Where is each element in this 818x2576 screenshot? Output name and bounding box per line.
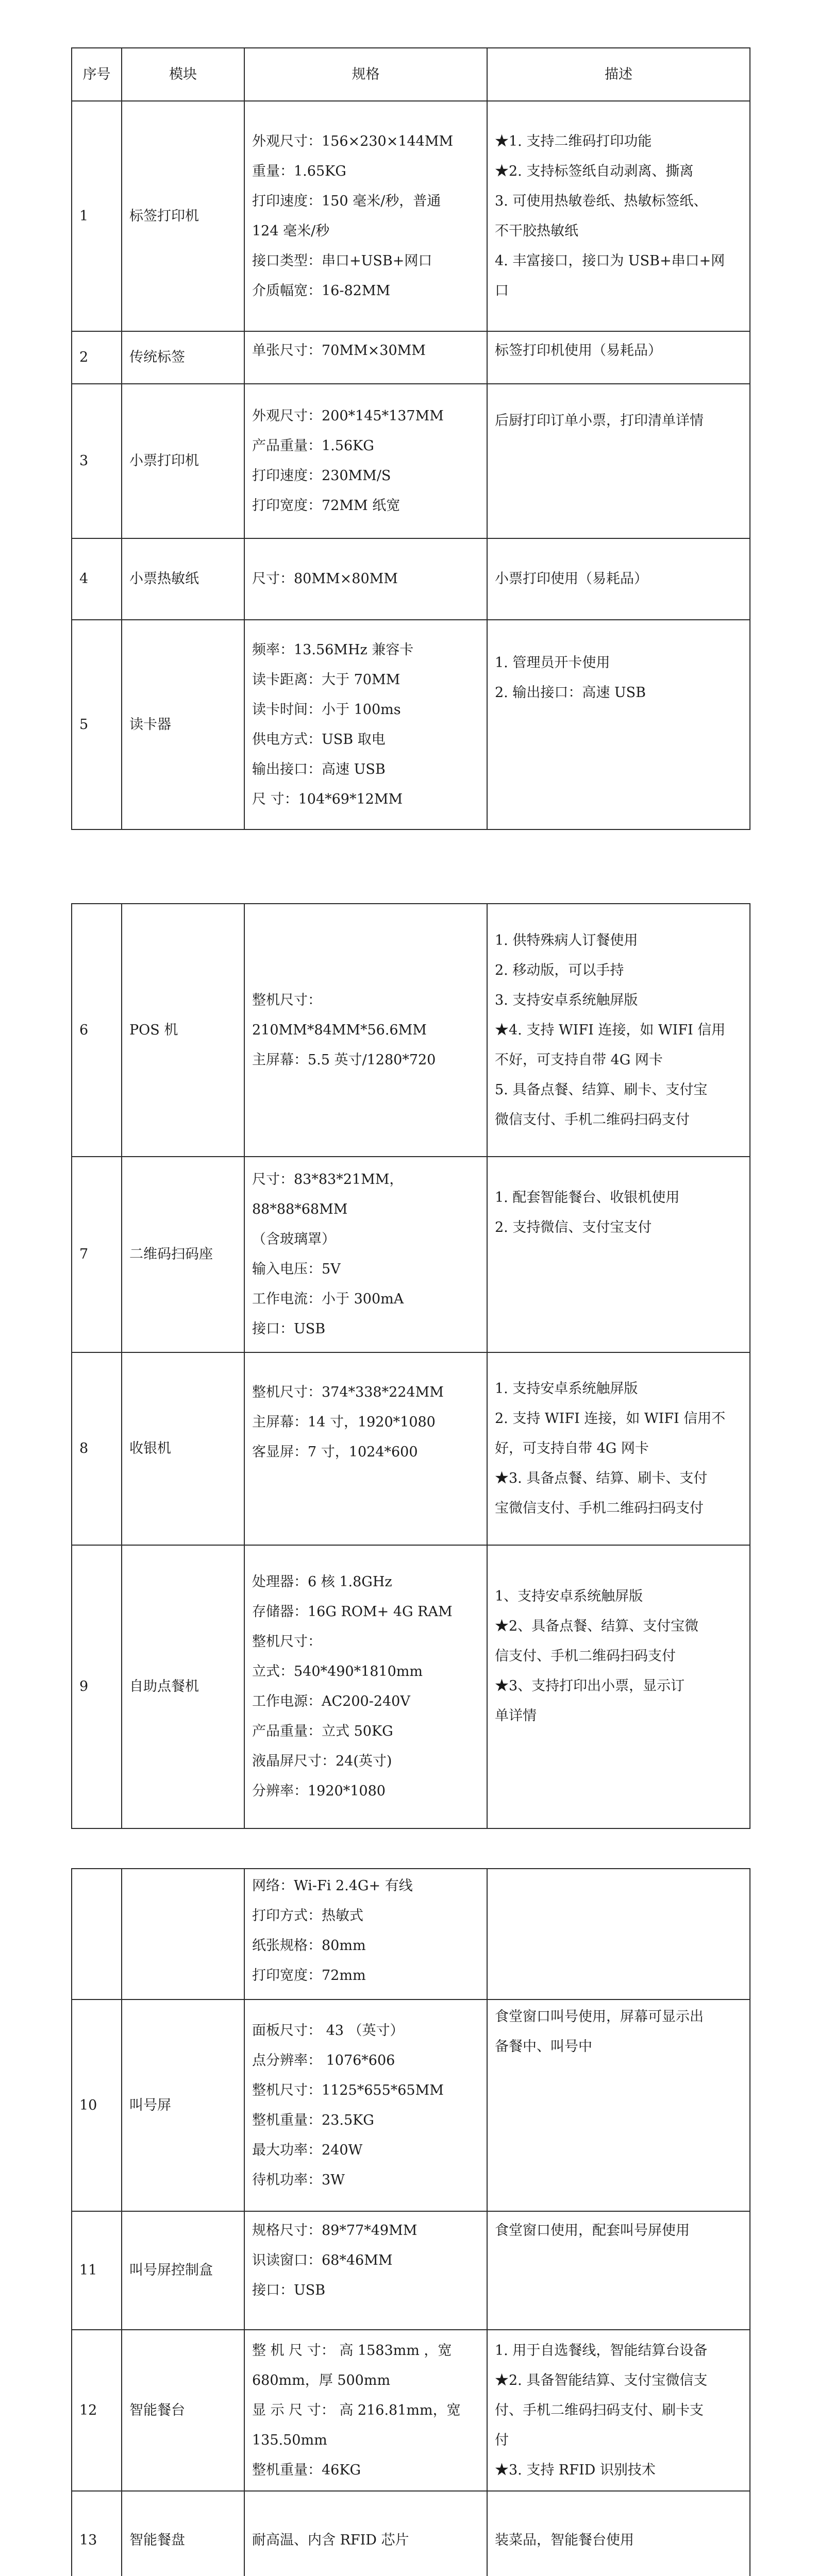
row-no: 1 [72,101,122,331]
spec-line: 点分辨率： 1076*606 [252,2052,395,2069]
row-spec [244,2491,487,2576]
spec-line: 待机功率：3W [252,2172,345,2188]
spec-line: 立式：540*490*1810mm [252,1664,423,1680]
table-row [72,620,750,829]
row-module: 自助点餐机 [122,1545,244,1828]
table-row [72,1999,750,2211]
table-header-row [72,48,750,101]
row-no: 13 [72,2491,122,2576]
desc-line: 2. 输出接口：高速 USB [495,685,646,701]
spec-line: 整机尺寸：1125*655*65MM [252,2082,444,2098]
row-no: 12 [72,2330,122,2491]
row-module [122,1869,244,1999]
desc-line: 食堂窗口使用，配套叫号屏使用 [495,2223,690,2239]
row-module: 叫号屏控制盒 [122,2211,244,2330]
row-module: 小票打印机 [122,384,244,538]
row-desc [487,2491,750,2576]
desc-line: 3. 支持安卓系统触屏版 [495,992,638,1008]
spec-line: 打印方式：热敏式 [252,1908,363,1924]
row-module: 传统标签 [122,331,244,384]
spec-line: 尺寸：83*83*21MM，88*88*68MM [252,1172,404,1217]
desc-line: ★3. 具备点餐、结算、刷卡、支付 [495,1470,708,1486]
desc-line: 2. 支持 WIFI 连接，如 WIFI 信用不 [495,1411,726,1427]
desc-line: 后厨打印订单小票，打印清单详情 [495,413,704,429]
spec-line: 680mm，厚 500mm [252,2372,391,2388]
row-no: 9 [72,1545,122,1828]
row-module: 读卡器 [122,620,244,829]
table-row [72,904,750,1157]
row-no: 7 [72,1157,122,1352]
row-no [72,1869,122,1999]
row-spec [244,1545,487,1828]
row-spec [244,620,487,829]
spec-line: 整机重量：46KG [252,2462,361,2478]
spec-line: 介质幅宽：16-82MM [252,282,391,299]
row-spec [244,384,487,538]
row-spec [244,1352,487,1545]
spec-line: 打印宽度：72MM 纸宽 [252,498,400,514]
header-no: 序号 [72,48,122,101]
spec-line: 210MM*84MM*56.6MM [252,1022,427,1038]
spec-line: 存储器：16G ROM+ 4G RAM [252,1604,453,1620]
row-no: 3 [72,384,122,538]
spec-line: 打印速度：150 毫米/秒，普通 [252,193,441,209]
spec-line: 读卡距离：大于 70MM [252,671,400,688]
row-desc [487,538,750,620]
row-spec [244,2330,487,2491]
spec-line: 工作电源：AC200-240V [252,1693,410,1709]
row-desc [487,2211,750,2330]
desc-line: 宝微信支付、手机二维码扫码支付 [495,1500,704,1516]
spec-line: 整 机 尺 寸： 高 1583mm ，宽 [252,2342,452,2359]
spec-line: 产品重量：立式 50KG [252,1723,393,1739]
spec-line: 整机尺寸：374*338*224MM [252,1384,444,1400]
table-row [72,2330,750,2491]
spec-line: 尺 寸：104*69*12MM [252,791,403,807]
header-spec: 规格 [244,48,487,101]
row-desc [487,384,750,538]
header-desc: 描述 [487,48,750,101]
spec-line: 135.50mm [252,2432,327,2448]
spec-line: 最大功率：240W [252,2142,363,2158]
spec-line: 频率：13.56MHz 兼容卡 [252,641,414,658]
row-desc [487,101,750,331]
desc-line: 付 [495,2432,509,2448]
spec-line: 读卡时间：小于 100ms [252,701,401,718]
row-desc [487,1999,750,2211]
spec-line: 124 毫米/秒 [252,223,330,239]
row-no: 11 [72,2211,122,2330]
desc-line: ★1. 支持二维码打印功能 [495,133,652,149]
row-no: 10 [72,1999,122,2211]
table-row [72,2491,750,2576]
spec-line: 打印宽度：72mm [252,1968,366,1984]
desc-line: ★4. 支持 WIFI 连接，如 WIFI 信用 [495,1022,726,1038]
row-module: 收银机 [122,1352,244,1545]
table-row [72,1352,750,1545]
row-desc [487,1545,750,1828]
desc-line: 不好，可支持自带 4G 网卡 [495,1052,663,1068]
row-spec [244,538,487,620]
table-row [72,538,750,620]
desc-line: 微信支付、手机二维码扫码支付 [495,1111,690,1128]
desc-line: 2. 支持微信、支付宝支付 [495,1219,652,1235]
table-row [72,331,750,384]
spec-line: 尺寸：80MM×80MM [252,571,398,587]
desc-line: 信支付、手机二维码扫码支付 [495,1648,676,1664]
desc-line: 1、支持安卓系统触屏版 [495,1588,643,1604]
spec-line: 显 示 尺 寸： 高 216.81mm，宽 [252,2402,461,2418]
row-spec [244,331,487,384]
row-module: 智能餐台 [122,2330,244,2491]
spec-line: 产品重量：1.56KG [252,438,374,454]
spec-table-1 [71,47,750,830]
desc-line: 1. 供特殊病人订餐使用 [495,932,638,948]
row-spec [244,1869,487,1999]
spec-line: 整机尺寸： [252,992,322,1008]
spec-line: 纸张规格：80mm [252,1938,366,1954]
desc-line: 付、手机二维码扫码支付、刷卡支 [495,2402,704,2418]
desc-line: 1. 管理员开卡使用 [495,655,610,671]
spec-line: 网络：Wi-Fi 2.4G+ 有线 [252,1878,413,1894]
row-desc [487,904,750,1157]
desc-line: 单详情 [495,1708,537,1724]
row-spec [244,1157,487,1352]
table-row [72,101,750,331]
row-spec [244,101,487,331]
spec-line: 重量：1.65KG [252,163,346,179]
spec-line: 单张尺寸：70MM×30MM [252,343,426,359]
row-spec [244,1999,487,2211]
spec-table-2 [71,903,750,1829]
desc-line: 装菜品，智能餐台使用 [495,2532,634,2548]
desc-line: 备餐中、叫号中 [495,2039,592,2055]
desc-line: 好，可支持自带 4G 网卡 [495,1440,649,1456]
spec-line: 主屏幕：5.5 英寸/1280*720 [252,1052,436,1068]
table-row [72,2211,750,2330]
table-row [72,384,750,538]
spec-line: 分辨率：1920*1080 [252,1783,386,1799]
row-module: 二维码扫码座 [122,1157,244,1352]
row-module: 标签打印机 [122,101,244,331]
desc-line: ★2. 支持标签纸自动剥离、撕离 [495,163,694,179]
spec-line: （含玻璃罩） [252,1231,336,1247]
desc-line: ★2. 具备智能结算、支付宝微信支 [495,2372,708,2388]
row-desc [487,1352,750,1545]
spec-table-3 [71,1868,750,2576]
spec-line: 外观尺寸：156×230×144MM [252,133,454,149]
spec-line: 打印速度：230MM/S [252,468,391,484]
desc-line: 不干胶热敏纸 [495,223,578,239]
row-no: 8 [72,1352,122,1545]
desc-line: ★2、具备点餐、结算、支付宝微 [495,1618,699,1634]
spec-line: 接口类型：串口+USB+网口 [252,252,432,269]
row-desc [487,2330,750,2491]
spec-line: 输出接口：高速 USB [252,761,386,777]
table-row [72,1545,750,1828]
row-no: 4 [72,538,122,620]
desc-line: 1. 支持安卓系统触屏版 [495,1381,638,1397]
desc-line: 小票打印使用（易耗品） [495,571,648,587]
row-module: POS 机 [122,904,244,1157]
row-module: 智能餐盘 [122,2491,244,2576]
desc-line: 5. 具备点餐、结算、刷卡、支付宝 [495,1081,708,1098]
spec-line: 识读窗口：68*46MM [252,2252,393,2268]
row-desc [487,331,750,384]
desc-line: ★3、支持打印出小票，显示订 [495,1678,685,1694]
desc-line: 口 [495,282,509,299]
desc-line: 3. 可使用热敏卷纸、热敏标签纸、 [495,193,708,209]
spec-line: 输入电压：5V [252,1261,341,1277]
row-spec [244,2211,487,2330]
row-no: 5 [72,620,122,829]
row-no: 2 [72,331,122,384]
row-module: 小票热敏纸 [122,538,244,620]
desc-line: 2. 移动版，可以手持 [495,962,624,978]
row-module: 叫号屏 [122,1999,244,2211]
row-no: 6 [72,904,122,1157]
desc-line: 食堂窗口叫号使用，屏幕可显示出 [495,2009,704,2025]
desc-line: 1. 用于自选餐线，智能结算台设备 [495,2342,708,2359]
spec-line: 规格尺寸：89*77*49MM [252,2223,418,2239]
spec-line: 外观尺寸：200*145*137MM [252,408,444,424]
spec-line: 处理器：6 核 1.8GHz [252,1574,392,1590]
row-desc [487,620,750,829]
desc-line: ★3. 支持 RFID 识别技术 [495,2462,656,2478]
table-row-continued [72,1869,750,1999]
spec-line: 接口：USB [252,2282,326,2298]
desc-line: 4. 丰富接口，接口为 USB+串口+网 [495,252,725,269]
desc-line: 1. 配套智能餐台、收银机使用 [495,1190,680,1206]
spec-line: 主屏幕：14 寸，1920*1080 [252,1414,436,1430]
row-spec [244,904,487,1157]
spec-line: 供电方式：USB 取电 [252,731,386,748]
spec-line: 整机尺寸： [252,1634,322,1650]
spec-line: 客显屏：7 寸，1024*600 [252,1444,418,1460]
desc-line: 标签打印机使用（易耗品） [495,343,662,359]
spec-line: 面板尺寸： 43 （英寸） [252,2022,404,2039]
row-desc [487,1157,750,1352]
spec-line: 液晶屏尺寸：24(英寸) [252,1753,392,1769]
header-module: 模块 [122,48,244,101]
table-row [72,1157,750,1352]
spec-line: 工作电流：小于 300mA [252,1291,404,1307]
spec-line: 接口：USB [252,1321,326,1337]
row-desc [487,1869,750,1999]
spec-line: 耐高温、内含 RFID 芯片 [252,2532,409,2548]
spec-line: 整机重量：23.5KG [252,2112,374,2128]
